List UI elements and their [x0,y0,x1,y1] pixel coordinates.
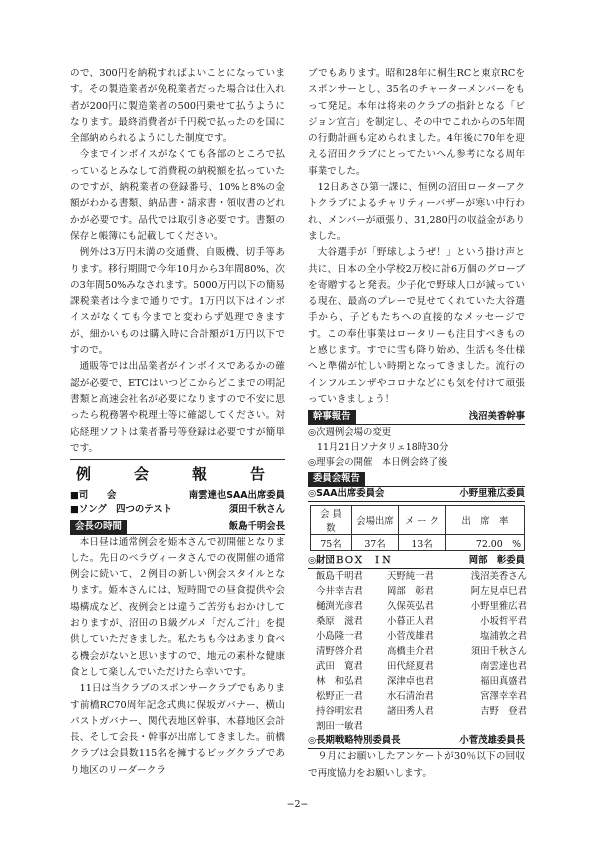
name-entry [387,719,458,734]
secretary-report-header [308,409,525,425]
name-entry: 吉野 登君 [480,706,527,718]
secretary-item: 11月21日ソナタリェ18時30分 [317,442,449,454]
table-header-cell: 会 員 数 [311,506,352,535]
name-entry: 樋渕光彦君 [316,601,363,613]
name-entry: 福田真盛君 [480,676,527,688]
secretary-report-label: 幹事報告 [308,410,356,424]
name-entry: 塩浦敦之君 [480,631,527,643]
name-entry: 武田 寛君 [316,661,363,673]
name-entry: 小菅茂雄君 [387,631,434,643]
table-header-cell: 会場出席 [352,506,399,535]
paragraph: 12日あさひ第一課に、恒例の沼田ローターアクトクラブによるチャリティーバザーが寒い中行われ、メンバーが頑張り、31,280円の収益金がありました。 [308,182,525,242]
table-cell: 72.00 % [446,535,525,551]
meeting-report-title: 例 会 報 告 [75,464,279,483]
name-entry: 諸田秀人君 [387,706,434,718]
table-cell: 75名 [311,535,352,551]
meeting-report-heading [70,459,285,486]
paragraph: 今までインボイスがなくても各部のところで払っているとみなして消費税の納税額を払っていたのですが、納税業者の登録番号、10%と8%の金額がわかる書類、納品書・請求書・領収書のどれかが必要です。品代では取引き必要です。書類の保存と帳簿にも記載してください。 [70,149,285,242]
name-entry: 小島隆一君 [316,631,363,643]
name-entry: 飯島千明君 [316,571,363,583]
host-row [70,489,285,503]
left-column [70,66,285,779]
name-entry: 清野啓介君 [316,646,363,658]
page-number: −2− [286,799,309,810]
name-entry: 岡部 彰君 [387,586,434,598]
name-entry: 宮澤幸幸君 [480,691,527,703]
song-label: ■ソング 四つのテスト [70,504,173,516]
name-entry: 桑原 滋君 [316,616,363,628]
name-entry: 今井幸吉君 [316,586,363,598]
paragraph: 例外は3万円未満の交通費、自販機、切手等あります。移行期間で今年10月から3年間80%、次の3年間50%みなされます。5000万円以下の簡易課税業者は今まで通りです。1万円以下はインボイスがなくても今までと変わらず処理できますが、細かいものは購入時に合計額が1万円以下ですので。 [70,247,285,357]
paragraph: 本日昼は通常例会を姫本さんで初開催となりました。先日のベラヴィータさんでの夜開催の通常例会に続いて、２例目の新しい例会スタイルとなります。姫本さんには、短時間での昼食提供や会場構成など、夜例会とは違うご苦労もおかけしておりますが、沼田のＢ級グルメ「だんご汁」を提供していただきました。私たちも今はあまり食べる機会がないと思いますので、地元の素朴な健康食として楽しんでいただけたら幸いです。 [70,536,285,678]
article-top [70,66,285,457]
table-header-cell: メ ー ク [399,506,446,535]
paragraph: 大谷選手が「野球しようぜ！」という掛け声と共に、日本の全小学校2万校に計6万個のグローブを寄贈すると発表。少子化で野球人口が減っている現在、最高のプレーで見せてくれていた大谷選手から、子どもたちへの直接的なメッセージです。この奉仕事業はロータリーも注目すべきものと感じます。すでに雪も降り始め、生活も冬仕様へと準備が忙しい時期となってきました。流行のインフルエンザやコロナなどにも気を付けて頑張っていきましょう！ [308,247,525,405]
name-entry: 持谷明宏君 [316,706,363,718]
host-label: ■司 会 [70,490,117,502]
name-entry [458,719,529,734]
name-entry: 小坂哲平君 [480,616,527,628]
name-entry: 浅沼美香さん [470,571,527,583]
attendance-header-row [311,506,525,535]
box-in-names [308,569,525,734]
secretary-item: ◎理事会の開催 本日例会終了後 [308,457,448,469]
song-row [70,503,285,517]
saa-committee-chair: 小野里雅広委員 [459,488,525,500]
name-entry: 小野里雅広君 [470,601,527,613]
right-column [308,66,525,782]
name-entry: 須田千秋さん [470,646,527,658]
president-name: 飯島千明会長 [228,520,285,532]
name-entry: 天野純一君 [387,571,434,583]
box-in-row [308,554,525,569]
article-bottom [70,535,285,779]
table-cell: 13名 [399,535,446,551]
committee-report-label: 委員会報告 [308,472,365,486]
paragraph: ９月にお願いしたアンケートが30％以下の回収で再度協力をお願いします。 [308,751,525,779]
long-term-plan-row [308,734,525,749]
name-entry: 小暮正人君 [387,616,434,628]
name-entry: 割田一敏君 [316,721,363,733]
name-entry: 久保英弘君 [387,601,434,613]
article-continued [308,66,525,408]
president-time-label: 会長の時間 [70,520,127,534]
name-entry: 林 和弘君 [316,676,363,688]
committee-report-header [308,471,525,487]
president-time-header [70,519,285,535]
long-term-plan-title: ◎長期戦略特別委員長 [308,735,401,747]
name-entry: 松野正一君 [316,691,363,703]
name-entry: 水石清治君 [387,691,434,703]
name-entry: 南雲達也君 [480,661,527,673]
paragraph: ので、300円を納税すればよいことになっています。その製造業者が免税業者だった場合は仕入れ者が200円に製造業者の500円乗せて払うようになります。最終消費者が千円税で払ったのを国に全部納められるようにした制度です。 [70,68,285,145]
paragraph: 通販等では出品業者がインボイスであるかの確認が必要で、ETCはいつどこからどこまでの明記書類と高速会社名が必要になりますので不安に思ったら税務署や税理士等に確認してください。対応経理ソフトは業者番号等登録は必要ですが簡単です。 [70,361,285,454]
name-entry: 高橋圭介君 [387,646,434,658]
secretary-name: 浅沼美香幹事 [468,411,525,423]
paragraph: ブでもあります。昭和28年に桐生RCと東京RCをスポンサーとし、35名のチャーターメンバーをもって発足。本年は将来のクラブの指針となる「ビジョン宣言」を制定し、その中でこれからの5年間の行動計画も定められました。4年後に70年を迎える沼田クラブにとってたいへん参考になる周年事業でした。 [308,68,525,177]
name-entry: 深津卓也君 [387,676,434,688]
attendance-value-row [311,535,525,551]
long-term-plan-chair: 小菅茂雄委員長 [459,735,525,747]
table-header-cell: 出 席 率 [446,506,525,535]
host-value: 南雲達也SAA出席委員 [188,490,285,502]
attendance-table [310,505,525,551]
table-cell: 37名 [352,535,399,551]
box-in-chair: 岡部 彰委員 [468,555,525,567]
name-entry: 田代経夏君 [387,661,434,673]
paragraph: 11日は当クラブのスポンサークラブでもあります前橋RC70周年記念式典に保坂ガバナー、横山パストガバナー、関代表地区幹事、木暮地区会計長、そして会長・幹事が出席してきました。前橋クラブは会員数115名を擁するビッグクラブであり地区のリーダークラ [70,683,285,776]
name-entry: 阿左見卓巳君 [470,586,527,598]
secretary-item: ◎次週例会場の変更 [308,427,392,439]
box-in-title: ◎財団ＢＯＸ ＩＮ [308,555,392,567]
saa-committee-row [308,487,525,502]
song-value: 須田千秋さん [228,504,285,516]
saa-committee-title: ◎SAA出席委員会 [308,488,385,500]
